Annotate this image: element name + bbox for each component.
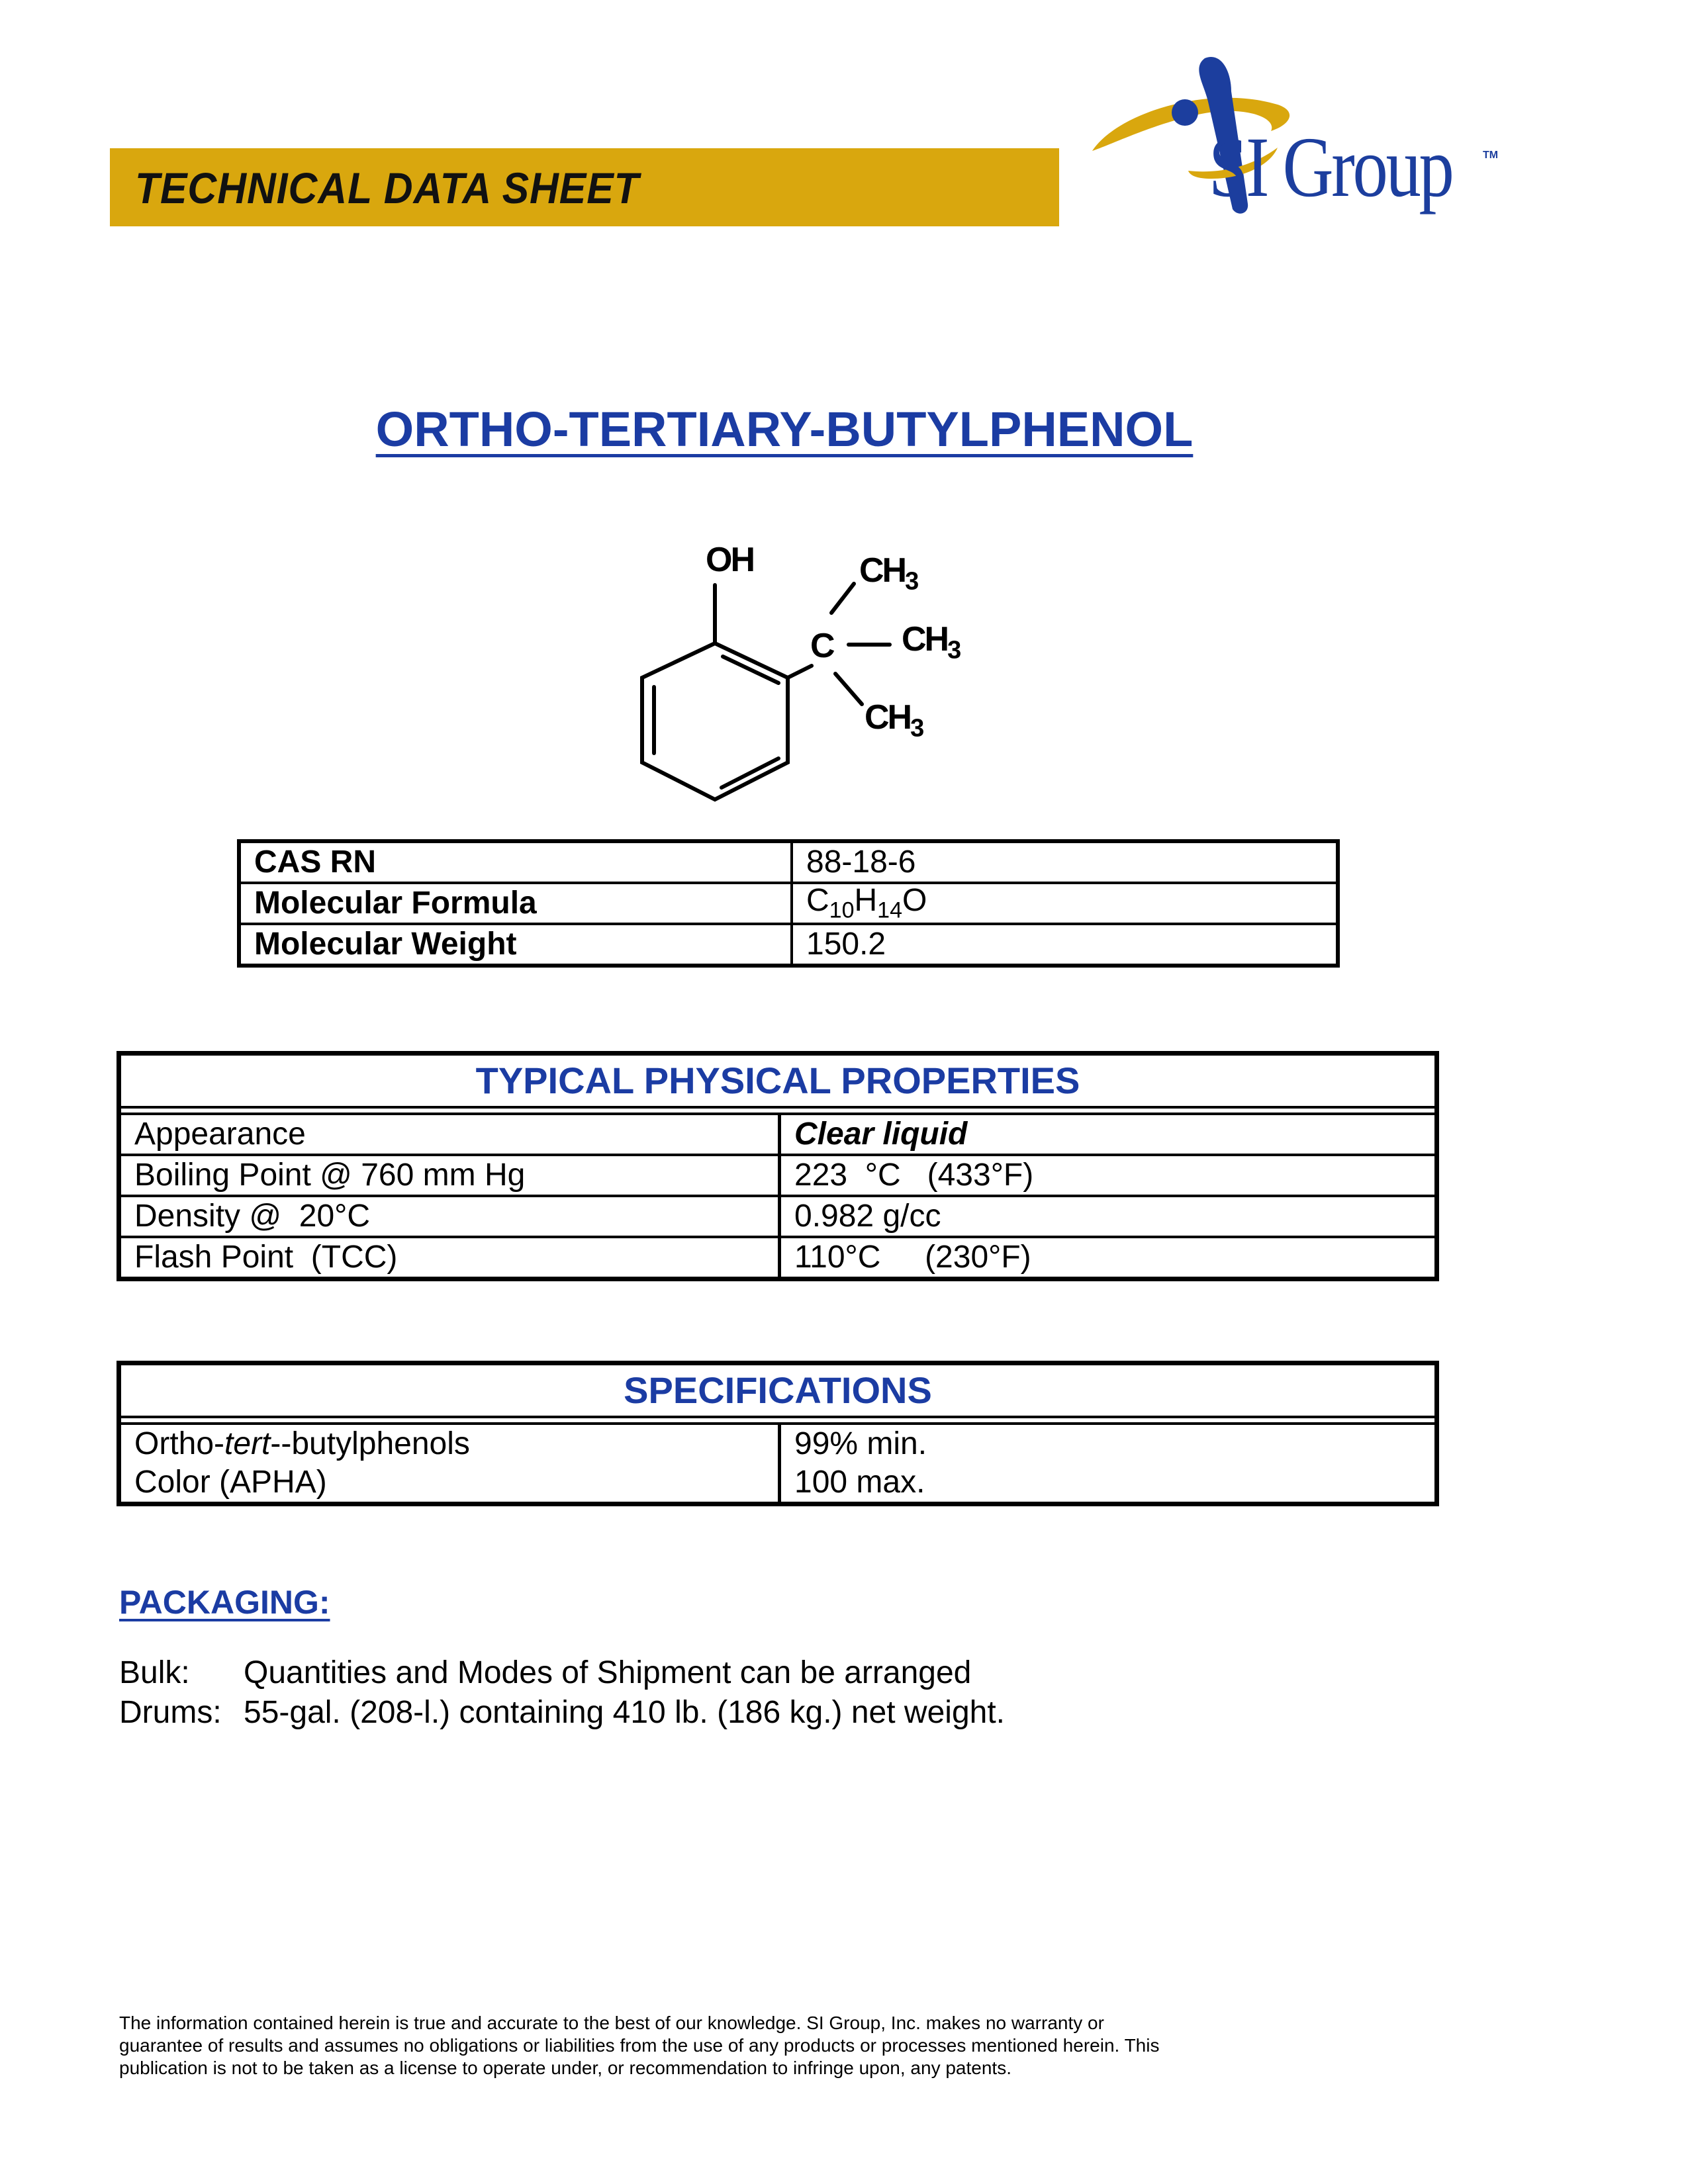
spec-label: Color (APHA)	[119, 1463, 780, 1504]
spec-value: 99% min.	[794, 1426, 927, 1461]
property-value: 0.982 g/cc	[780, 1196, 1437, 1237]
packaging-drums-line	[119, 1694, 1005, 1731]
disclaimer	[119, 2012, 1244, 2079]
methyl-label-top: $CH_3$	[859, 551, 917, 596]
table-row	[119, 1114, 1437, 1155]
packaging-heading: PACKAGING:	[119, 1584, 330, 1621]
chemical-structure	[622, 529, 993, 821]
table-row	[239, 924, 1338, 966]
carbon-label: C	[810, 627, 835, 665]
table-row	[119, 1196, 1437, 1237]
formula-value: $C_{10}H_{14}O$	[792, 883, 1338, 924]
hydroxyl-label: OH	[706, 541, 753, 579]
spec-label: Ortho-tert--butylphenols	[119, 1424, 780, 1463]
header-band	[110, 148, 1059, 226]
property-label: Appearance	[119, 1114, 780, 1155]
methyl-label-bottom: $CH_3$	[865, 698, 923, 743]
property-label: Density @ 20°C	[119, 1196, 780, 1237]
header-title: TECHNICAL DATA SHEET	[135, 163, 639, 212]
table-row	[119, 1155, 1437, 1196]
weight-value: 150.2	[792, 924, 1338, 966]
specifications-table	[117, 1361, 1439, 1506]
property-value: 223 °C (433°F)	[780, 1155, 1437, 1196]
formula-label: Molecular Formula	[239, 883, 792, 924]
cas-label: CAS RN	[239, 841, 792, 883]
table-row	[119, 1463, 1437, 1504]
property-value: Clear liquid	[794, 1116, 968, 1152]
page-title: ORTHO-TERTIARY-BUTYLPHENOL	[375, 402, 1194, 457]
physical-properties-heading: TYPICAL PHYSICAL PROPERTIES	[119, 1054, 1437, 1108]
property-label: Flash Point (TCC)	[119, 1237, 780, 1279]
drums-label: Drums:	[119, 1695, 222, 1730]
disclaimer-line: guarantee of results and assumes no obligations or liabilities from the use of any products or processes mentioned herein. This	[119, 2035, 1160, 2056]
disclaimer-line: publication is not to be taken as a license to operate under, or recommendation to infringe upon, any patents.	[119, 2058, 1011, 2078]
table-row	[239, 841, 1338, 883]
benzene-ring-diagram	[622, 529, 993, 821]
identity-table	[237, 839, 1340, 968]
cas-value: 88-18-6	[792, 841, 1338, 883]
methyl-label-middle: $CH_3$	[902, 620, 960, 664]
spec-value: 100 max.	[794, 1465, 925, 1500]
logo-wordmark: SI Group	[1209, 120, 1452, 215]
specifications-heading: SPECIFICATIONS	[119, 1363, 1437, 1418]
drums-text: 55-gal. (208-l.) containing 410 lb. (186 kg.) net weight.	[244, 1695, 1006, 1730]
bulk-text: Quantities and Modes of Shipment can be arranged	[244, 1655, 972, 1690]
table-row	[119, 1424, 1437, 1463]
table-row	[239, 883, 1338, 924]
physical-properties-table	[117, 1051, 1439, 1281]
table-row	[119, 1237, 1437, 1279]
si-group-logo	[1079, 32, 1509, 224]
weight-label: Molecular Weight	[239, 924, 792, 966]
bulk-label: Bulk:	[119, 1655, 190, 1690]
property-label: Boiling Point @ 760 mm Hg	[119, 1155, 780, 1196]
disclaimer-line: The information contained herein is true and accurate to the best of our knowledge. SI Group, Inc. makes no warranty or	[119, 2013, 1104, 2033]
property-value: 110°C (230°F)	[780, 1237, 1437, 1279]
logo-trademark: TM	[1483, 150, 1499, 161]
packaging-bulk-line	[119, 1655, 971, 1691]
